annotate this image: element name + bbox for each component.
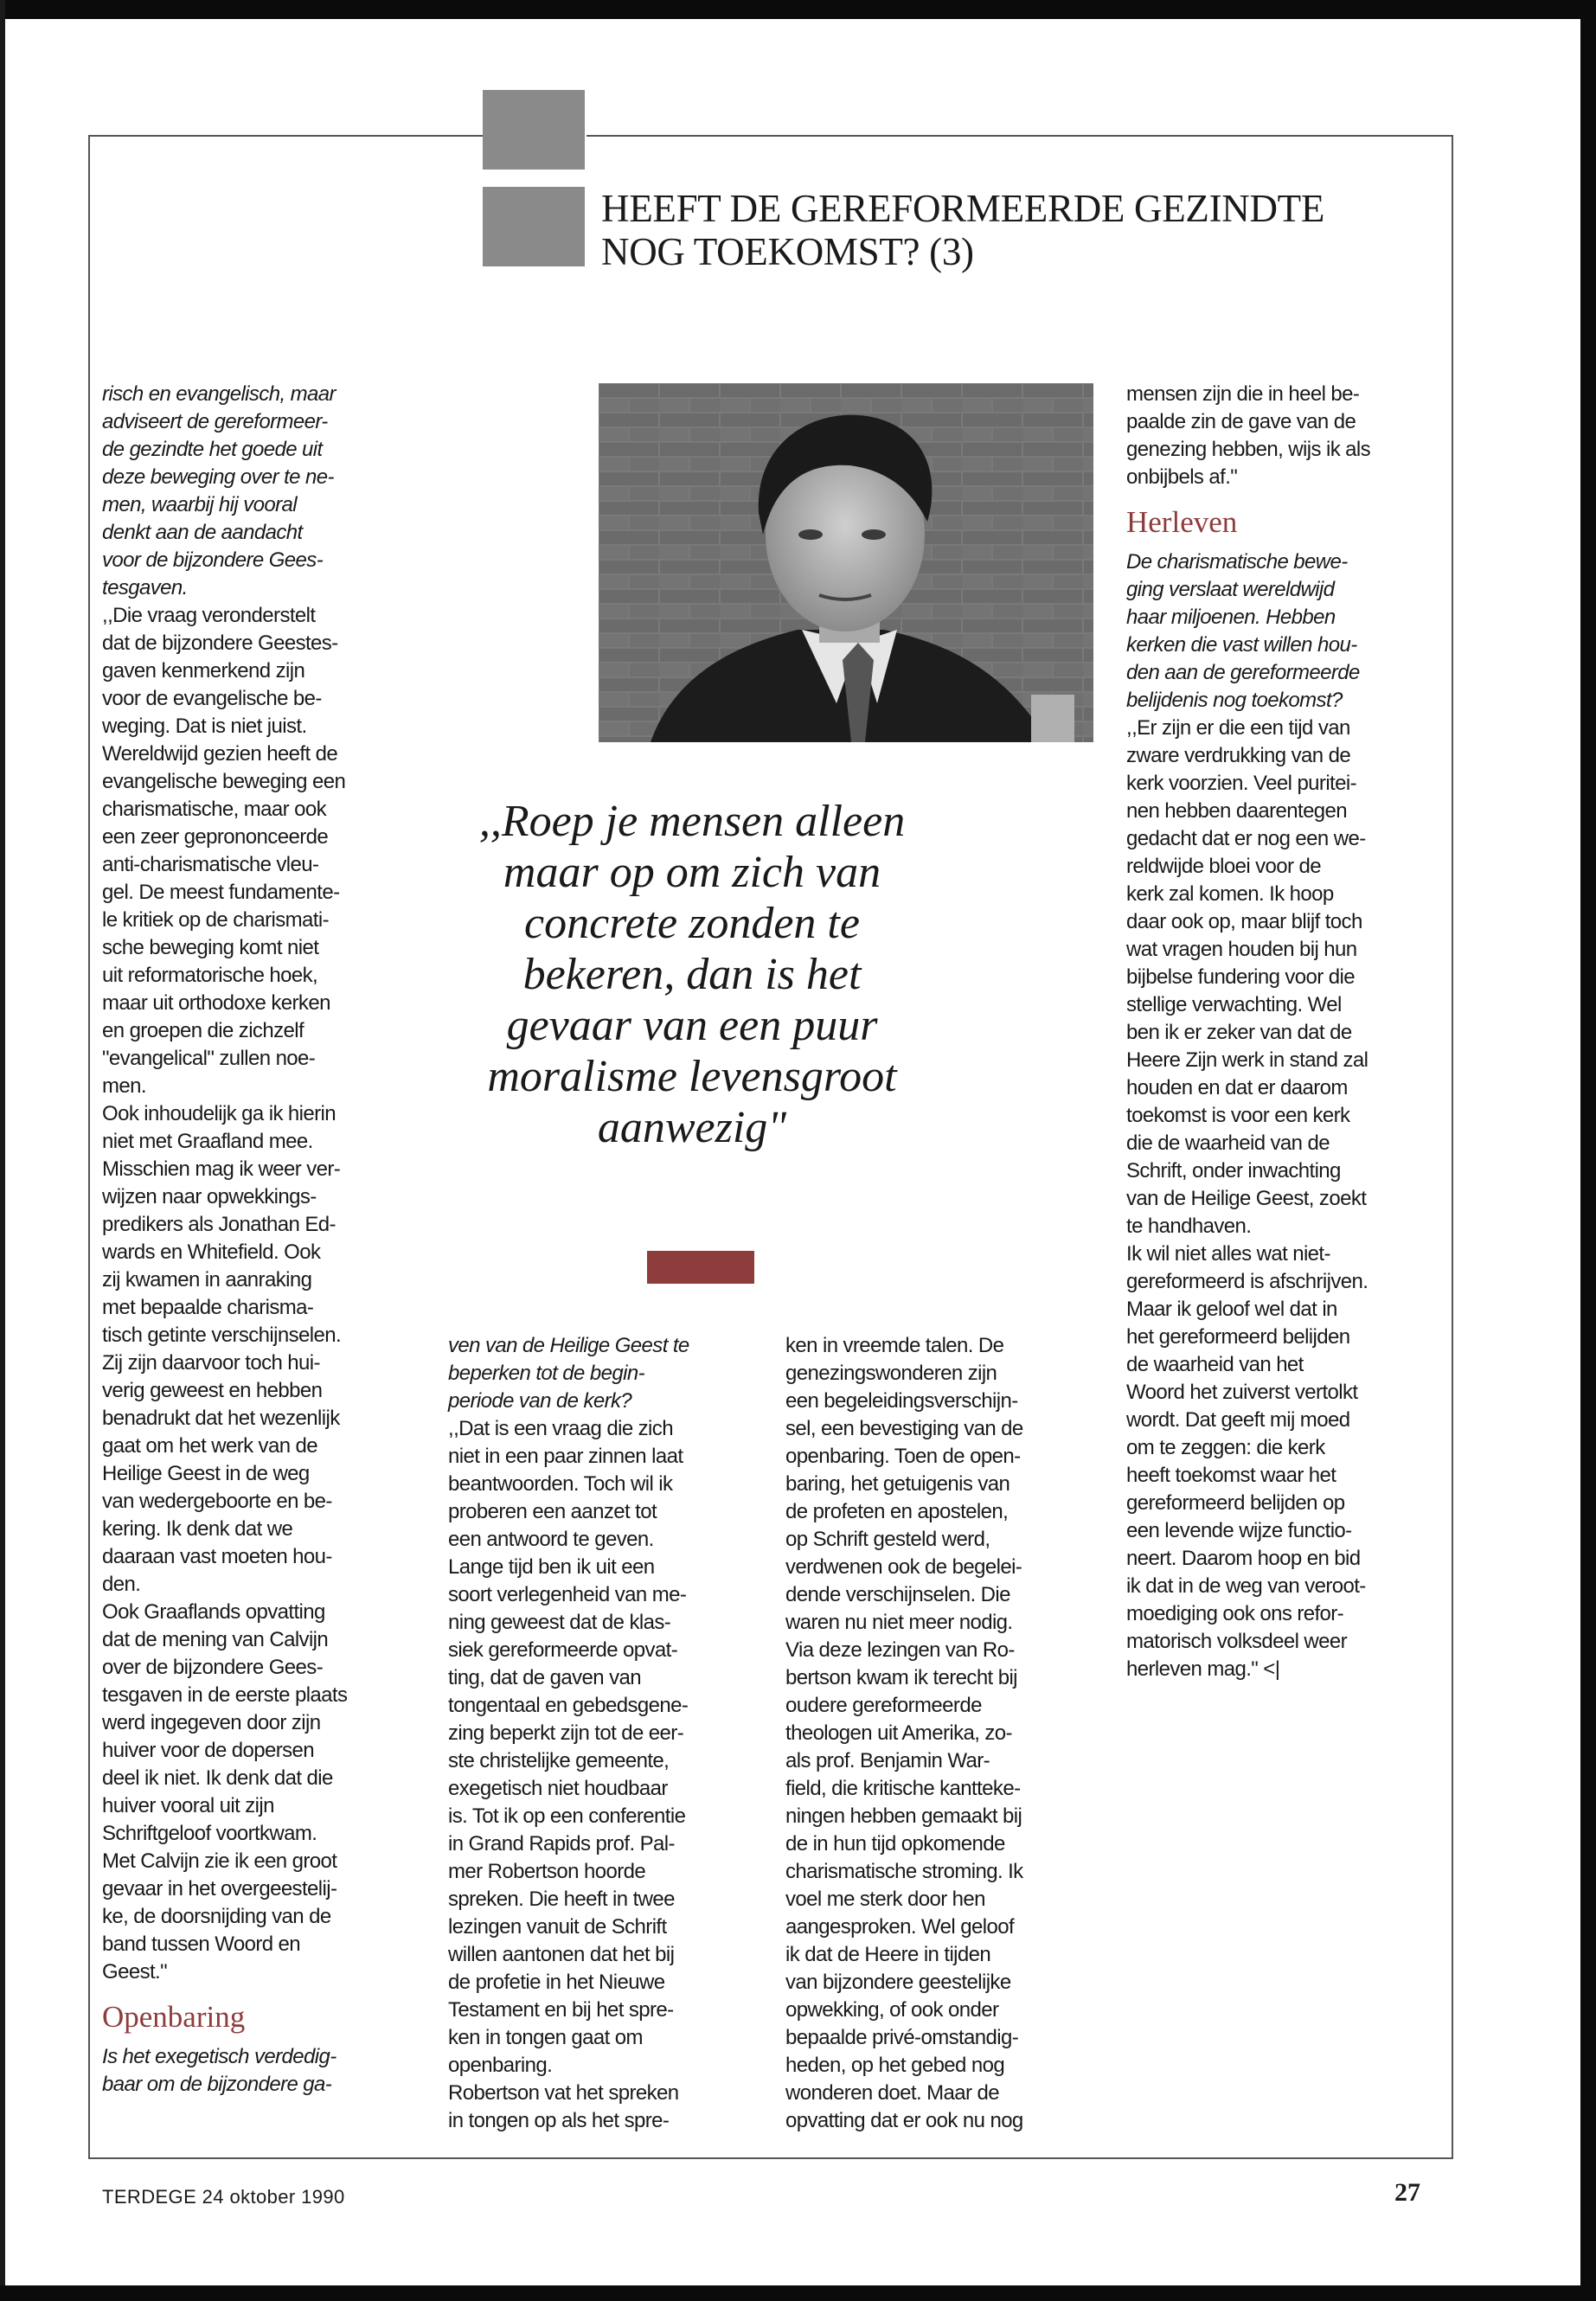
pull-quote-line: aanwezig" (597, 1103, 787, 1152)
text-line: "evangelical" zullen noe- (102, 1047, 316, 1070)
question-line: haar miljoenen. Hebben (1126, 606, 1336, 629)
text-line: daar ook op, maar blijf toch (1126, 910, 1362, 933)
text-line: de waarheid van het (1126, 1353, 1304, 1376)
scan-border-right (1580, 0, 1596, 2301)
text-line: uit reformatorische hoek, (102, 964, 318, 987)
text-line: ste christelijke gemeente, (448, 1749, 670, 1772)
text-line: ke, de doorsnijding van de (102, 1905, 331, 1928)
pull-quote-line: bekeren, dan is het (522, 950, 862, 999)
text-line: Ook Graaflands opvatting (102, 1600, 325, 1624)
text-line: Zij zijn daarvoor toch hui- (102, 1351, 320, 1375)
text-line: Ook inhoudelijk ga ik hierin (102, 1102, 337, 1125)
quote-end-marker (647, 1251, 754, 1284)
text-line: een begeleidingsverschijn- (785, 1389, 1018, 1413)
text-line: Geest." (102, 1960, 168, 1984)
text-line: wordt. Dat geeft mij moed (1126, 1408, 1350, 1432)
question-line: periode van de kerk? (448, 1389, 632, 1413)
footer-publication: TERDEGE 24 oktober 1990 (102, 2186, 345, 2208)
pull-quote-line: moralisme levensgroot (487, 1052, 897, 1101)
text-line: verig geweest en hebben (102, 1379, 323, 1402)
text-line: ,,Die vraag veronderstelt (102, 604, 316, 627)
text-line: ning geweest dat de klas- (448, 1611, 671, 1634)
text-line: wards en Whitefield. Ook (102, 1240, 321, 1264)
text-line: gereformeerd belijden op (1126, 1491, 1345, 1515)
text-line: gedacht dat er nog een we- (1126, 827, 1366, 850)
text-line: voel me sterk door hen (785, 1888, 985, 1911)
text-line: deel ik niet. Ik denk dat die (102, 1766, 333, 1790)
text-line: gaat om het werk van de (102, 1434, 318, 1458)
text-line: gaven kenmerkend zijn (102, 659, 305, 683)
question-line: risch en evangelisch, maar (102, 382, 336, 406)
text-line: Ik wil niet alles wat niet- (1126, 1242, 1330, 1266)
text-line: ningen hebben gemaakt bij (785, 1804, 1022, 1828)
text-line: daaraan vast moeten hou- (102, 1545, 332, 1568)
text-line: charismatische stroming. Ik (785, 1860, 1023, 1883)
text-line: willen aantonen dat het bij (448, 1943, 675, 1966)
text-line: sche beweging komt niet (102, 936, 319, 959)
text-line: stellige verwachting. Wel (1126, 993, 1342, 1016)
text-line: houden en dat er daarom (1126, 1076, 1348, 1099)
text-line: voor de evangelische be- (102, 687, 322, 710)
text-line: genezingswonderen zijn (785, 1362, 997, 1385)
text-line: Heilige Geest in de weg (102, 1462, 310, 1485)
text-line: dende verschijnselen. Die (785, 1583, 1010, 1606)
text-line: tongentaal en gebedsgene- (448, 1694, 689, 1717)
text-line: ik dat in de weg van veroot- (1126, 1574, 1366, 1598)
text-line: van bijzondere geestelijke (785, 1971, 1011, 1994)
text-line: de profetie in het Nieuwe (448, 1971, 665, 1994)
scan-border-left (0, 0, 5, 2301)
section-heading-openbaring: Openbaring (102, 2000, 246, 2034)
text-line: oudere gereformeerde (785, 1694, 982, 1717)
text-line: huiver voor de dopersen (102, 1739, 315, 1762)
text-line: sel, een bevestiging van de (785, 1417, 1023, 1440)
text-line: tisch getinte verschijnselen. (102, 1324, 342, 1347)
text-line: spreken. Die heeft in twee (448, 1888, 675, 1911)
text-line: weging. Dat is niet juist. (102, 715, 307, 738)
footer-page-number: 27 (1394, 2178, 1420, 2207)
text-line: maar uit orthodoxe kerken (102, 991, 330, 1015)
text-line: ting, dat de gaven van (448, 1666, 641, 1689)
pull-quote (433, 796, 952, 1153)
text-line: gevaar in het overgeestelij- (102, 1877, 337, 1900)
text-line: die de waarheid van de (1126, 1131, 1330, 1155)
text-line: niet met Graafland mee. (102, 1130, 313, 1153)
text-line: charismatische, maar ook (102, 798, 327, 821)
text-line: Met Calvijn zie ik een groot (102, 1849, 337, 1873)
text-line: exegetisch niet houdbaar (448, 1777, 668, 1800)
text-line: kering. Ik denk dat we (102, 1517, 293, 1541)
text-line: band tussen Woord en (102, 1932, 301, 1956)
section-heading-herleven: Herleven (1126, 505, 1238, 539)
text-line: Maar ik geloof wel dat in (1126, 1298, 1337, 1321)
text-line: niet in een paar zinnen laat (448, 1445, 683, 1468)
article-title (601, 187, 1449, 273)
text-line: le kritiek op de charismati- (102, 908, 329, 932)
text-line: soort verlegenheid van me- (448, 1583, 687, 1606)
text-line: gereformeerd is afschrijven. (1126, 1270, 1368, 1293)
text-line: opwekking, of ook onder (785, 1998, 999, 2022)
question-line: voor de bijzondere Gees- (102, 548, 324, 572)
text-line: ,,Dat is een vraag die zich (448, 1417, 673, 1440)
text-line: bertson kwam ik terecht bij (785, 1666, 1017, 1689)
question-line: De charismatische bewe- (1126, 550, 1348, 574)
text-line: neert. Daarom hoop en bid (1126, 1547, 1361, 1570)
text-column-1 (102, 381, 424, 2099)
text-line: een antwoord te geven. (448, 1528, 654, 1551)
text-line: en groepen die zichzelf (102, 1019, 304, 1042)
text-line: heden, op het gebed nog (785, 2054, 1005, 2077)
scan-border-top (0, 0, 1596, 19)
text-line: evangelische beweging een (102, 770, 346, 793)
text-column-2 (448, 1332, 755, 2135)
text-line: beantwoorden. Toch wil ik (448, 1472, 673, 1496)
text-line: Woord het zuiverst vertolkt (1126, 1381, 1358, 1404)
text-line: te handhaven. (1126, 1215, 1252, 1238)
text-line: proberen een aanzet tot (448, 1500, 657, 1523)
text-line: den. (102, 1573, 141, 1596)
text-line: van wedergeboorte en be- (102, 1490, 332, 1513)
text-line: van de Heilige Geest, zoekt (1126, 1187, 1367, 1210)
portrait-photo (599, 383, 1093, 742)
text-line: is. Tot ik op een conferentie (448, 1804, 686, 1828)
text-line: heeft toekomst waar het (1126, 1464, 1336, 1487)
text-line: matorisch volksdeel weer (1126, 1630, 1348, 1653)
frame-top-left-line (88, 135, 486, 137)
text-line: siek gereformeerde opvat- (448, 1638, 678, 1662)
text-line: nen hebben daarentegen (1126, 799, 1348, 823)
text-line: ik dat de Heere in tijden (785, 1943, 991, 1966)
text-line: opvatting dat er ook nu nog (785, 2109, 1023, 2132)
text-column-4 (1126, 381, 1438, 1683)
text-line: kerk voorzien. Veel puritei- (1126, 772, 1356, 795)
text-line: bijbelse fundering voor die (1126, 965, 1355, 989)
question-line: denkt aan de aandacht (102, 521, 303, 544)
text-line: theologen uit Amerika, zo- (785, 1721, 1012, 1745)
question-line: beperken tot de begin- (448, 1362, 644, 1385)
text-line: om te zeggen: die kerk (1126, 1436, 1325, 1459)
text-line: ken in tongen gaat om (448, 2026, 643, 2049)
text-line: men. (102, 1074, 146, 1098)
text-line: dat de mening van Calvijn (102, 1628, 329, 1651)
text-column-3 (785, 1332, 1093, 2135)
text-line: baring, het getuigenis van (785, 1472, 1010, 1496)
text-line: ken in vreemde talen. De (785, 1334, 1004, 1357)
title-line-1: HEEFT DE GEREFORMEERDE GEZINDTE (601, 187, 1325, 230)
text-line: ben ik er zeker van dat de (1126, 1021, 1352, 1044)
header-grey-block-top (483, 90, 585, 170)
text-line: met bepaalde charisma- (102, 1296, 314, 1319)
text-line: Heere Zijn werk in stand zal (1126, 1048, 1368, 1072)
header-grey-block-bottom (483, 187, 585, 266)
question-line: de gezindte het goede uit (102, 438, 323, 461)
question-line: kerken die vast willen hou- (1126, 633, 1357, 657)
pull-quote-line: maar op om zich van (503, 848, 881, 897)
frame-left-line (88, 135, 90, 2159)
text-line: wonderen doet. Maar de (785, 2081, 999, 2105)
text-line: aangesproken. Wel geloof (785, 1915, 1015, 1939)
text-line: dat de bijzondere Geestes- (102, 631, 338, 655)
question-line: den aan de gereformeerde (1126, 661, 1360, 684)
question-line: baar om de bijzondere ga- (102, 2073, 332, 2096)
text-line: onbijbels af." (1126, 465, 1238, 489)
text-line: herleven mag." <| (1126, 1657, 1280, 1681)
text-line: reldwijde bloei voor de (1126, 855, 1322, 878)
text-line: een levende wijze functio- (1126, 1519, 1352, 1542)
pull-quote-line: ,,Roep je mensen alleen (478, 797, 906, 846)
text-line: huiver vooral uit zijn (102, 1794, 274, 1817)
text-line: mer Robertson hoorde (448, 1860, 646, 1883)
text-line: paalde zin de gave van de (1126, 410, 1356, 433)
scan-border-bottom (0, 2285, 1596, 2301)
text-line: de in hun tijd opkomende (785, 1832, 1005, 1856)
text-line: op Schrift gesteld werd, (785, 1528, 990, 1551)
text-line: Via deze lezingen van Ro- (785, 1638, 1015, 1662)
question-line: Is het exegetisch verdedig- (102, 2045, 337, 2068)
text-line: moediging ook ons refor- (1126, 1602, 1344, 1625)
question-line: deze beweging over te ne- (102, 465, 334, 489)
text-line: werd ingegeven door zijn (102, 1711, 321, 1734)
text-line: in tongen op als het spre- (448, 2109, 670, 2132)
text-line: predikers als Jonathan Ed- (102, 1213, 336, 1236)
question-line: men, waarbij hij vooral (102, 493, 297, 516)
pull-quote-line: gevaar van een puur (506, 1001, 878, 1050)
text-line: openbaring. (448, 2054, 553, 2077)
text-line: field, die kritische kantteke- (785, 1777, 1021, 1800)
text-line: over de bijzondere Gees- (102, 1656, 324, 1679)
text-line: verdwenen ook de begelei- (785, 1555, 1022, 1579)
text-line: gel. De meest fundamente- (102, 881, 340, 904)
text-line: Misschien mag ik weer ver- (102, 1157, 341, 1181)
text-line: Lange tijd ben ik uit een (448, 1555, 655, 1579)
text-line: wijzen naar opwekkings- (102, 1185, 317, 1208)
question-line: ven van de Heilige Geest te (448, 1334, 689, 1357)
text-line: ,,Er zijn er die een tijd van (1126, 716, 1350, 740)
question-line: ging verslaat wereldwijd (1126, 578, 1335, 601)
text-line: anti-charismatische vleu- (102, 853, 319, 876)
question-line: tesgaven. (102, 576, 188, 599)
title-line-2: NOG TOEKOMST? (3) (601, 230, 974, 273)
text-line: Wereldwijd gezien heeft de (102, 742, 338, 766)
frame-top-right-line (586, 135, 1453, 137)
text-line: kerk zal komen. Ik hoop (1126, 882, 1334, 906)
text-line: als prof. Benjamin War- (785, 1749, 990, 1772)
frame-right-line (1452, 135, 1453, 2159)
text-line: mensen zijn die in heel be- (1126, 382, 1360, 406)
text-line: een zeer geprononceerde (102, 825, 329, 849)
text-line: Schrift, onder inwachting (1126, 1159, 1341, 1183)
text-line: wat vragen houden bij hun (1126, 938, 1357, 961)
text-line: Robertson vat het spreken (448, 2081, 679, 2105)
question-line: belijdenis nog toekomst? (1126, 689, 1343, 712)
text-line: lezingen vanuit de Schrift (448, 1915, 667, 1939)
text-line: Schriftgeloof voortkwam. (102, 1822, 317, 1845)
text-line: zij kwamen in aanraking (102, 1268, 312, 1292)
text-line: de profeten en apostelen, (785, 1500, 1009, 1523)
frame-bottom-line (88, 2157, 1453, 2159)
text-line: zing beperkt zijn tot de eer- (448, 1721, 684, 1745)
question-line: adviseert de gereformeer- (102, 410, 328, 433)
text-line: genezing hebben, wijs ik als (1126, 438, 1371, 461)
text-line: het gereformeerd belijden (1126, 1325, 1350, 1349)
text-line: openbaring. Toen de open- (785, 1445, 1021, 1468)
pull-quote-line: concrete zonden te (524, 899, 860, 948)
text-line: zware verdrukking van de (1126, 744, 1351, 767)
text-line: Testament en bij het spre- (448, 1998, 674, 2022)
text-line: waren nu niet meer nodig. (785, 1611, 1013, 1634)
text-line: bepaalde privé-omstandig- (785, 2026, 1019, 2049)
text-line: toekomst is voor een kerk (1126, 1104, 1350, 1127)
text-line: benadrukt dat het wezenlijk (102, 1407, 340, 1430)
text-line: in Grand Rapids prof. Pal- (448, 1832, 675, 1856)
text-line: tesgaven in de eerste plaats (102, 1683, 348, 1707)
